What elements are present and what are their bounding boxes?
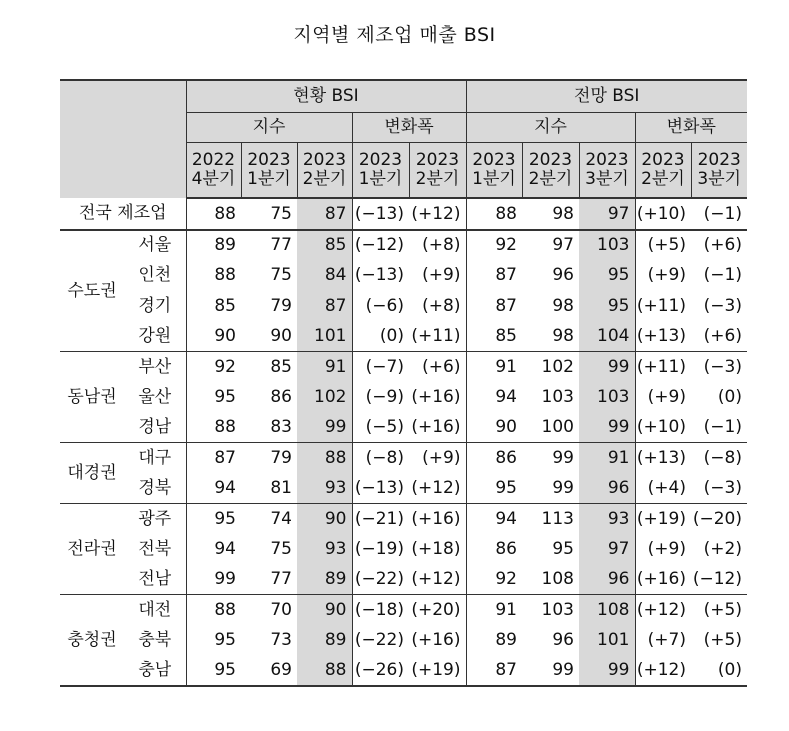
value-cell: 77 bbox=[241, 564, 297, 594]
value-cell: 86 bbox=[270, 386, 292, 407]
value-cell: (+12) bbox=[409, 564, 466, 594]
value-cell: (+18) bbox=[411, 538, 461, 559]
value-cell: 86 bbox=[466, 534, 522, 564]
value-cell: (+7) bbox=[635, 625, 691, 655]
value-cell: 96 bbox=[552, 629, 574, 650]
row-label: 전국 제조업 bbox=[60, 198, 186, 230]
value-cell: 99 bbox=[186, 564, 241, 594]
header-corner bbox=[60, 80, 186, 198]
value-cell: 93 bbox=[579, 504, 635, 534]
value-cell: 90 bbox=[297, 504, 352, 534]
value-cell: 91 bbox=[579, 443, 635, 473]
period-header bbox=[297, 142, 352, 198]
value-cell: (+12) bbox=[635, 595, 691, 625]
value-cell: 85 bbox=[466, 321, 522, 351]
value-cell: 95 bbox=[579, 291, 635, 321]
value-cell: 98 bbox=[522, 198, 579, 230]
period-header bbox=[691, 142, 747, 198]
value-cell: (+12) bbox=[409, 473, 466, 503]
value-cell: 90 bbox=[186, 321, 241, 351]
value-cell: 95 bbox=[186, 625, 241, 655]
value-cell: (+10) bbox=[635, 412, 691, 442]
table-row bbox=[60, 382, 747, 412]
value-cell: (+13) bbox=[635, 443, 691, 473]
value-cell: (−22) bbox=[352, 625, 409, 655]
region-group-label: 충청권 bbox=[60, 595, 124, 686]
value-cell: 98 bbox=[522, 321, 579, 351]
value-cell: 84 bbox=[297, 260, 352, 290]
value-cell: 88 bbox=[186, 412, 241, 442]
period-header bbox=[352, 142, 409, 198]
value-cell: (+6) bbox=[691, 321, 747, 351]
table-row bbox=[60, 655, 747, 685]
value-cell: 89 bbox=[297, 564, 352, 594]
value-cell: (+12) bbox=[635, 655, 691, 685]
period-quarter: 3분기 bbox=[585, 168, 629, 189]
value-cell: 91 bbox=[466, 595, 522, 625]
value-cell: (−3) bbox=[703, 356, 742, 377]
value-cell: 73 bbox=[270, 629, 292, 650]
table-row bbox=[60, 352, 747, 382]
region-label: 광주 bbox=[138, 508, 172, 529]
value-cell: (0) bbox=[717, 386, 742, 407]
value-cell: 77 bbox=[270, 235, 292, 256]
value-cell: 99 bbox=[522, 473, 579, 503]
value-cell: 92 bbox=[466, 230, 522, 260]
period-year: 2023 bbox=[302, 150, 347, 171]
value-cell: 75 bbox=[241, 198, 297, 230]
value-cell: (+16) bbox=[409, 412, 466, 442]
period-year: 2023 bbox=[358, 150, 403, 171]
value-cell: (+13) bbox=[635, 321, 691, 351]
value-cell: 104 bbox=[579, 321, 635, 351]
value-cell: (+9) bbox=[422, 447, 461, 468]
value-cell: 79 bbox=[270, 295, 292, 316]
value-cell: 90 bbox=[241, 321, 297, 351]
value-cell: (−3) bbox=[691, 473, 747, 503]
value-cell: 113 bbox=[541, 508, 574, 529]
period-quarter: 2분기 bbox=[415, 168, 460, 189]
value-cell: 95 bbox=[186, 655, 241, 685]
value-cell: (+8) bbox=[422, 235, 461, 256]
value-cell: (+9) bbox=[635, 382, 691, 412]
value-cell: 87 bbox=[466, 291, 522, 321]
value-cell: 88 bbox=[297, 443, 352, 473]
header-index: 지수 bbox=[186, 112, 352, 142]
value-cell: 97 bbox=[579, 534, 635, 564]
value-cell: 85 bbox=[270, 356, 292, 377]
period-year: 2023 bbox=[641, 150, 685, 171]
table-row bbox=[60, 321, 747, 351]
value-cell: (+16) bbox=[635, 564, 691, 594]
value-cell: (−1) bbox=[691, 198, 747, 230]
region-label: 경기 bbox=[138, 295, 172, 316]
header-outlook: 전망 BSI bbox=[466, 80, 747, 112]
region-label: 인천 bbox=[138, 265, 172, 286]
value-cell: 91 bbox=[466, 352, 522, 382]
value-cell: 95 bbox=[552, 538, 574, 559]
value-cell: (−13) bbox=[352, 198, 409, 230]
period-quarter: 4분기 bbox=[191, 168, 236, 189]
value-cell: 90 bbox=[466, 412, 522, 442]
value-cell: (−22) bbox=[352, 564, 409, 594]
value-cell: (0) bbox=[691, 655, 747, 685]
value-cell: (+16) bbox=[411, 629, 461, 650]
value-cell: (−13) bbox=[352, 260, 409, 290]
value-cell: (+6) bbox=[422, 356, 461, 377]
period-year: 2023 bbox=[472, 150, 516, 171]
value-cell: (−21) bbox=[352, 504, 409, 534]
value-cell: (+19) bbox=[409, 655, 466, 685]
period-year: 2022 bbox=[191, 150, 236, 171]
value-cell: 99 bbox=[297, 412, 352, 442]
value-cell: (−9) bbox=[352, 382, 409, 412]
value-cell: 108 bbox=[522, 564, 579, 594]
period-header bbox=[241, 142, 297, 198]
value-cell: 87 bbox=[186, 443, 241, 473]
period-header bbox=[186, 142, 241, 198]
value-cell: 81 bbox=[241, 473, 297, 503]
value-cell: 99 bbox=[579, 655, 635, 685]
value-cell: 88 bbox=[297, 655, 352, 685]
table-row bbox=[60, 595, 747, 625]
period-quarter: 2분기 bbox=[302, 168, 347, 189]
period-header bbox=[409, 142, 466, 198]
period-quarter: 1분기 bbox=[358, 168, 403, 189]
value-cell: (+5) bbox=[703, 629, 742, 650]
value-cell: (−20) bbox=[692, 508, 742, 529]
value-cell: (+9) bbox=[635, 260, 691, 290]
value-cell: 92 bbox=[186, 352, 241, 382]
table-row bbox=[60, 291, 747, 321]
value-cell: (+9) bbox=[635, 534, 691, 564]
table-row bbox=[60, 504, 747, 534]
region-label: 충남 bbox=[124, 655, 186, 685]
value-cell: 69 bbox=[241, 655, 297, 685]
value-cell: 103 bbox=[541, 386, 574, 407]
table-row bbox=[60, 564, 747, 594]
period-quarter: 2분기 bbox=[641, 168, 685, 189]
value-cell: 103 bbox=[541, 599, 574, 620]
value-cell: 91 bbox=[297, 352, 352, 382]
table-row bbox=[60, 625, 747, 655]
value-cell: (+11) bbox=[635, 291, 691, 321]
value-cell: 87 bbox=[297, 198, 352, 230]
value-cell: 95 bbox=[579, 260, 635, 290]
period-header bbox=[579, 142, 635, 198]
value-cell: (0) bbox=[352, 321, 409, 351]
value-cell: (+4) bbox=[635, 473, 691, 503]
value-cell: (+5) bbox=[703, 599, 742, 620]
value-cell: 103 bbox=[579, 230, 635, 260]
value-cell: (−12) bbox=[352, 230, 409, 260]
table-row bbox=[60, 198, 747, 230]
table-row bbox=[60, 230, 747, 260]
value-cell: (−13) bbox=[352, 473, 409, 503]
value-cell: (−5) bbox=[352, 412, 409, 442]
period-quarter: 3분기 bbox=[697, 168, 742, 189]
value-cell: 88 bbox=[466, 198, 522, 230]
value-cell: (+12) bbox=[409, 198, 466, 230]
value-cell: 88 bbox=[186, 260, 241, 290]
period-year: 2023 bbox=[247, 150, 291, 171]
region-label: 대구 bbox=[138, 447, 172, 468]
value-cell: 85 bbox=[297, 230, 352, 260]
table-row bbox=[60, 443, 747, 473]
region-group-label: 대경권 bbox=[60, 443, 124, 504]
value-cell: 87 bbox=[297, 291, 352, 321]
value-cell: (−3) bbox=[703, 295, 742, 316]
region-group-label: 전라권 bbox=[60, 504, 124, 595]
value-cell: (+6) bbox=[703, 235, 742, 256]
value-cell: 95 bbox=[186, 504, 241, 534]
value-cell: 99 bbox=[552, 447, 574, 468]
value-cell: 102 bbox=[297, 382, 352, 412]
value-cell: (+11) bbox=[409, 321, 466, 351]
value-cell: 74 bbox=[270, 508, 292, 529]
value-cell: 96 bbox=[552, 265, 574, 286]
value-cell: 94 bbox=[466, 504, 522, 534]
table-row bbox=[60, 412, 747, 442]
table-row bbox=[60, 473, 747, 503]
value-cell: 87 bbox=[466, 260, 522, 290]
value-cell: 96 bbox=[579, 564, 635, 594]
value-cell: (+2) bbox=[703, 538, 742, 559]
region-label: 서울 bbox=[138, 235, 172, 256]
value-cell: (−7) bbox=[352, 352, 409, 382]
value-cell: (−1) bbox=[703, 265, 742, 286]
value-cell: (−26) bbox=[352, 655, 409, 685]
value-cell: 86 bbox=[466, 443, 522, 473]
value-cell: 75 bbox=[270, 538, 292, 559]
value-cell: 93 bbox=[297, 473, 352, 503]
value-cell: 88 bbox=[186, 198, 241, 230]
value-cell: 101 bbox=[579, 625, 635, 655]
value-cell: (+16) bbox=[411, 386, 461, 407]
value-cell: 90 bbox=[297, 595, 352, 625]
period-year: 2023 bbox=[528, 150, 573, 171]
value-cell: 75 bbox=[270, 265, 292, 286]
value-cell: 102 bbox=[541, 356, 574, 377]
value-cell: 70 bbox=[270, 599, 292, 620]
value-cell: 99 bbox=[579, 352, 635, 382]
page-title: 지역별 제조업 매출 BSI bbox=[293, 24, 496, 46]
period-quarter: 2분기 bbox=[528, 168, 573, 189]
period-year: 2023 bbox=[585, 150, 629, 171]
value-cell: 89 bbox=[297, 625, 352, 655]
region-label: 충북 bbox=[138, 629, 172, 650]
region-label: 울산 bbox=[138, 386, 172, 407]
value-cell: (+11) bbox=[635, 352, 691, 382]
region-label: 강원 bbox=[124, 321, 186, 351]
value-cell: 92 bbox=[466, 564, 522, 594]
header-index: 지수 bbox=[466, 112, 635, 142]
value-cell: (−6) bbox=[352, 291, 409, 321]
value-cell: 108 bbox=[579, 595, 635, 625]
value-cell: 96 bbox=[579, 473, 635, 503]
value-cell: 87 bbox=[466, 655, 522, 685]
value-cell: 79 bbox=[270, 447, 292, 468]
header-current: 현황 BSI bbox=[186, 80, 466, 112]
value-cell: 101 bbox=[297, 321, 352, 351]
value-cell: 99 bbox=[579, 412, 635, 442]
value-cell: (+5) bbox=[635, 230, 691, 260]
value-cell: (−12) bbox=[691, 564, 747, 594]
value-cell: (+8) bbox=[422, 295, 461, 316]
value-cell: (+9) bbox=[422, 265, 461, 286]
value-cell: 95 bbox=[466, 473, 522, 503]
value-cell: 94 bbox=[466, 382, 522, 412]
value-cell: 99 bbox=[522, 655, 579, 685]
value-cell: (−8) bbox=[703, 447, 742, 468]
value-cell: (−8) bbox=[352, 443, 409, 473]
region-group-label: 수도권 bbox=[60, 230, 124, 352]
value-cell: 88 bbox=[186, 595, 241, 625]
value-cell: 100 bbox=[522, 412, 579, 442]
value-cell: 98 bbox=[552, 295, 574, 316]
region-label: 경남 bbox=[124, 412, 186, 442]
value-cell: 89 bbox=[466, 625, 522, 655]
value-cell: 94 bbox=[186, 473, 241, 503]
value-cell: 95 bbox=[186, 382, 241, 412]
table-row bbox=[60, 534, 747, 564]
value-cell: (+10) bbox=[635, 198, 691, 230]
value-cell: 89 bbox=[186, 230, 241, 260]
period-header bbox=[466, 142, 522, 198]
period-year: 2023 bbox=[697, 150, 741, 171]
value-cell: 103 bbox=[579, 382, 635, 412]
period-header bbox=[635, 142, 691, 198]
period-header bbox=[522, 142, 579, 198]
value-cell: 83 bbox=[241, 412, 297, 442]
value-cell: (−18) bbox=[352, 595, 409, 625]
region-label: 경북 bbox=[124, 473, 186, 503]
value-cell: (+20) bbox=[411, 599, 461, 620]
period-quarter: 1분기 bbox=[247, 168, 291, 189]
bsi-table bbox=[60, 79, 747, 687]
value-cell: (+16) bbox=[411, 508, 461, 529]
value-cell: (−1) bbox=[691, 412, 747, 442]
region-label: 전북 bbox=[138, 538, 172, 559]
header-change: 변화폭 bbox=[352, 112, 466, 142]
region-label: 대전 bbox=[138, 599, 172, 620]
table-row bbox=[60, 260, 747, 290]
value-cell: 94 bbox=[186, 534, 241, 564]
value-cell: 97 bbox=[552, 235, 574, 256]
period-year: 2023 bbox=[415, 150, 460, 171]
region-group-label: 동남권 bbox=[60, 352, 124, 443]
region-label: 전남 bbox=[124, 564, 186, 594]
value-cell: (−19) bbox=[352, 534, 409, 564]
value-cell: 97 bbox=[579, 198, 635, 230]
region-label: 부산 bbox=[138, 356, 172, 377]
value-cell: 85 bbox=[186, 291, 241, 321]
value-cell: 93 bbox=[297, 534, 352, 564]
value-cell: (+19) bbox=[635, 504, 691, 534]
period-quarter: 1분기 bbox=[472, 168, 516, 189]
header-change: 변화폭 bbox=[635, 112, 747, 142]
